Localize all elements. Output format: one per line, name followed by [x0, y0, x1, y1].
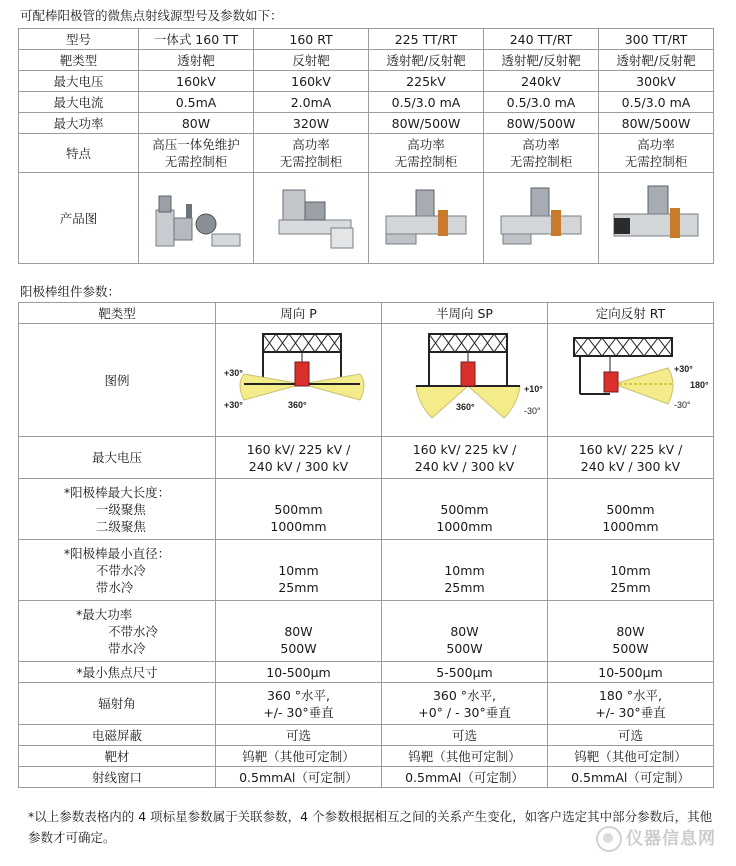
watermark-text: 仪器信息网 — [626, 829, 716, 849]
cell: 可选 — [216, 725, 382, 746]
cell: 透射靶 — [139, 50, 254, 71]
feature-line: 无需控制柜 — [279, 154, 343, 169]
angle-label: -30° — [674, 400, 691, 410]
feature-line: 高功率 — [637, 137, 675, 152]
cell-line: +0° / - 30°垂直 — [418, 704, 511, 720]
anode-rod-table — [18, 302, 714, 788]
cell — [216, 437, 382, 479]
cell-line: 500mm — [606, 501, 655, 517]
cell: 可选 — [548, 725, 714, 746]
product-image-160rt — [254, 173, 369, 264]
watermark-logo-icon — [596, 826, 622, 852]
diagram-sp — [382, 324, 548, 437]
table-row — [19, 479, 714, 540]
cell — [548, 540, 714, 601]
row-label: *阳极棒最小直径： — [63, 545, 171, 561]
feature-cell — [139, 134, 254, 173]
cell: 钨靶（其他可定制） — [216, 746, 382, 767]
cell — [382, 437, 548, 479]
feature-line: 无需控制柜 — [624, 154, 688, 169]
table-row — [19, 767, 714, 788]
row-label: 最大功率 — [19, 113, 139, 134]
row-sublabel: 不带水冷 — [95, 562, 146, 578]
cell: 80W — [139, 113, 254, 134]
row-label: *最大功率 — [75, 606, 133, 622]
row-label-group — [19, 479, 216, 540]
table-row — [19, 662, 714, 683]
angle-label: +30° — [224, 400, 243, 410]
cell-line: 80W — [450, 623, 479, 639]
table-row — [19, 324, 714, 437]
table2-heading: 阳极棒组件参数： — [20, 284, 121, 299]
diagram-p — [216, 324, 382, 437]
angle-label: 360° — [288, 400, 307, 410]
feature-cell — [369, 134, 484, 173]
table-row — [19, 601, 714, 662]
cell: 80W/500W — [369, 113, 484, 134]
cell — [548, 683, 714, 725]
cell: 2.0mA — [254, 92, 369, 113]
angle-label: +10° — [524, 384, 543, 394]
cell-line: 360 °水平, — [266, 687, 331, 703]
cell: 300kV — [599, 71, 714, 92]
row-sublabel: 二级聚焦 — [95, 518, 146, 534]
header-label: 靶类型 — [19, 303, 216, 324]
row-label: *阳极棒最大长度： — [63, 484, 171, 500]
cell: 80W/500W — [484, 113, 599, 134]
feature-line: 无需控制柜 — [164, 154, 228, 169]
cell-line: 25mm — [610, 579, 651, 595]
cell-line: +/- 30°垂直 — [595, 704, 666, 720]
cell: 0.5mmAl（可定制） — [382, 767, 548, 788]
cell: 10-500μm — [216, 662, 382, 683]
row-label: 特点 — [19, 134, 139, 173]
row-sublabel: 一级聚焦 — [95, 501, 146, 517]
cell: 80W/500W — [599, 113, 714, 134]
table-row — [19, 92, 714, 113]
table-row — [19, 173, 714, 264]
cell — [548, 601, 714, 662]
model-header: 225 TT/RT — [369, 29, 484, 50]
type-header: 定向反射 RT — [548, 303, 714, 324]
cell: 0.5/3.0 mA — [369, 92, 484, 113]
cell: 5-500μm — [382, 662, 548, 683]
table-row — [19, 540, 714, 601]
angle-label: -30° — [524, 406, 541, 416]
angle-label: +30° — [224, 368, 243, 378]
row-label: 辐射角 — [19, 683, 216, 725]
cell-line: 80W — [616, 623, 645, 639]
cell-line: 500W — [280, 640, 317, 656]
cell: 240kV — [484, 71, 599, 92]
table-row — [19, 437, 714, 479]
table-row — [19, 746, 714, 767]
table-row — [19, 113, 714, 134]
cell-line: 160 kV/ 225 kV / — [246, 441, 351, 457]
cell-line: 240 kV / 300 kV — [248, 458, 349, 474]
feature-cell — [254, 134, 369, 173]
cell: 透射靶/反射靶 — [484, 50, 599, 71]
angle-label: 360° — [456, 402, 475, 412]
cell: 0.5mmAl（可定制） — [216, 767, 382, 788]
cell: 320W — [254, 113, 369, 134]
table-row — [19, 29, 714, 50]
cell: 0.5/3.0 mA — [599, 92, 714, 113]
model-header: 160 RT — [254, 29, 369, 50]
row-label: 最大电压 — [19, 71, 139, 92]
cell — [382, 683, 548, 725]
product-image-160tt — [139, 173, 254, 264]
feature-cell — [484, 134, 599, 173]
cell-line: 160 kV/ 225 kV / — [578, 441, 683, 457]
feature-line: 高功率 — [522, 137, 560, 152]
cell: 0.5mmAl（可定制） — [548, 767, 714, 788]
cell: 225kV — [369, 71, 484, 92]
cell — [382, 540, 548, 601]
cell-line: 10mm — [278, 562, 319, 578]
table-row — [19, 134, 714, 173]
feature-line: 无需控制柜 — [394, 154, 458, 169]
cell-line: 25mm — [278, 579, 319, 595]
feature-line: 高功率 — [292, 137, 330, 152]
cell: 钨靶（其他可定制） — [382, 746, 548, 767]
row-label: 图例 — [19, 324, 216, 437]
row-label-group — [19, 540, 216, 601]
cell-line: 80W — [284, 623, 313, 639]
cell: 0.5mA — [139, 92, 254, 113]
model-header: 300 TT/RT — [599, 29, 714, 50]
cell: 反射靶 — [254, 50, 369, 71]
angle-label: +30° — [674, 364, 693, 374]
row-label: 最大电压 — [19, 437, 216, 479]
feature-line: 无需控制柜 — [509, 154, 573, 169]
type-header: 半周向 SP — [382, 303, 548, 324]
cell-line: 1000mm — [602, 518, 659, 534]
cell — [216, 479, 382, 540]
row-label: 靶材 — [19, 746, 216, 767]
row-sublabel: 带水冷 — [107, 640, 146, 656]
diagram-rt — [548, 324, 714, 437]
row-label-group — [19, 601, 216, 662]
product-image-225 — [369, 173, 484, 264]
type-header: 周向 P — [216, 303, 382, 324]
cell-line: 10mm — [444, 562, 485, 578]
cell-line: 500W — [612, 640, 649, 656]
cell-line: 10mm — [610, 562, 651, 578]
cell: 透射靶/反射靶 — [369, 50, 484, 71]
watermark — [596, 824, 716, 852]
table1-heading: 可配棒阳极管的微焦点射线源型号及参数如下： — [20, 8, 283, 23]
cell — [216, 601, 382, 662]
row-sublabel: 带水冷 — [95, 579, 134, 595]
product-image-240 — [484, 173, 599, 264]
cell: 10-500μm — [548, 662, 714, 683]
cell: 160kV — [254, 71, 369, 92]
cell: 透射靶/反射靶 — [599, 50, 714, 71]
footnote: *以上参数表格内的 4 项标星参数属于关联参数，4 个参数根据相互之间的关系产生变化，如客户选定其中部分参数后，其他参数才可确定。 — [28, 809, 713, 845]
cell — [382, 601, 548, 662]
angle-label: 180° — [690, 380, 709, 390]
cell-line: 1000mm — [270, 518, 327, 534]
model-header: 一体式 160 TT — [139, 29, 254, 50]
feature-cell — [599, 134, 714, 173]
cell-line: 500mm — [274, 501, 323, 517]
row-label: 产品图 — [19, 173, 139, 264]
cell-line: 500mm — [440, 501, 489, 517]
product-image-300 — [599, 173, 714, 264]
source-models-table — [18, 28, 714, 264]
cell-line: 160 kV/ 225 kV / — [412, 441, 517, 457]
cell: 160kV — [139, 71, 254, 92]
cell-line: 240 kV / 300 kV — [414, 458, 515, 474]
cell — [216, 540, 382, 601]
cell-line: 500W — [446, 640, 483, 656]
model-header: 240 TT/RT — [484, 29, 599, 50]
feature-line: 高功率 — [407, 137, 445, 152]
row-label: *最小焦点尺寸 — [19, 662, 216, 683]
feature-line: 高压一体免维护 — [152, 137, 240, 152]
cell-line: 360 °水平, — [432, 687, 497, 703]
header-label: 型号 — [19, 29, 139, 50]
cell-line: 240 kV / 300 kV — [580, 458, 681, 474]
row-sublabel: 不带水冷 — [107, 623, 158, 639]
cell: 可选 — [382, 725, 548, 746]
row-label: 射线窗口 — [19, 767, 216, 788]
cell — [548, 479, 714, 540]
table-row — [19, 71, 714, 92]
cell — [216, 683, 382, 725]
cell: 0.5/3.0 mA — [484, 92, 599, 113]
table-row — [19, 683, 714, 725]
row-label: 电磁屏蔽 — [19, 725, 216, 746]
cell-line: 180 °水平, — [598, 687, 663, 703]
cell-line: +/- 30°垂直 — [263, 704, 334, 720]
cell-line: 1000mm — [436, 518, 493, 534]
table-row — [19, 303, 714, 324]
cell — [382, 479, 548, 540]
row-label: 靶类型 — [19, 50, 139, 71]
row-label: 最大电流 — [19, 92, 139, 113]
cell: 钨靶（其他可定制） — [548, 746, 714, 767]
cell — [548, 437, 714, 479]
cell-line: 25mm — [444, 579, 485, 595]
table-row — [19, 725, 714, 746]
table-row — [19, 50, 714, 71]
